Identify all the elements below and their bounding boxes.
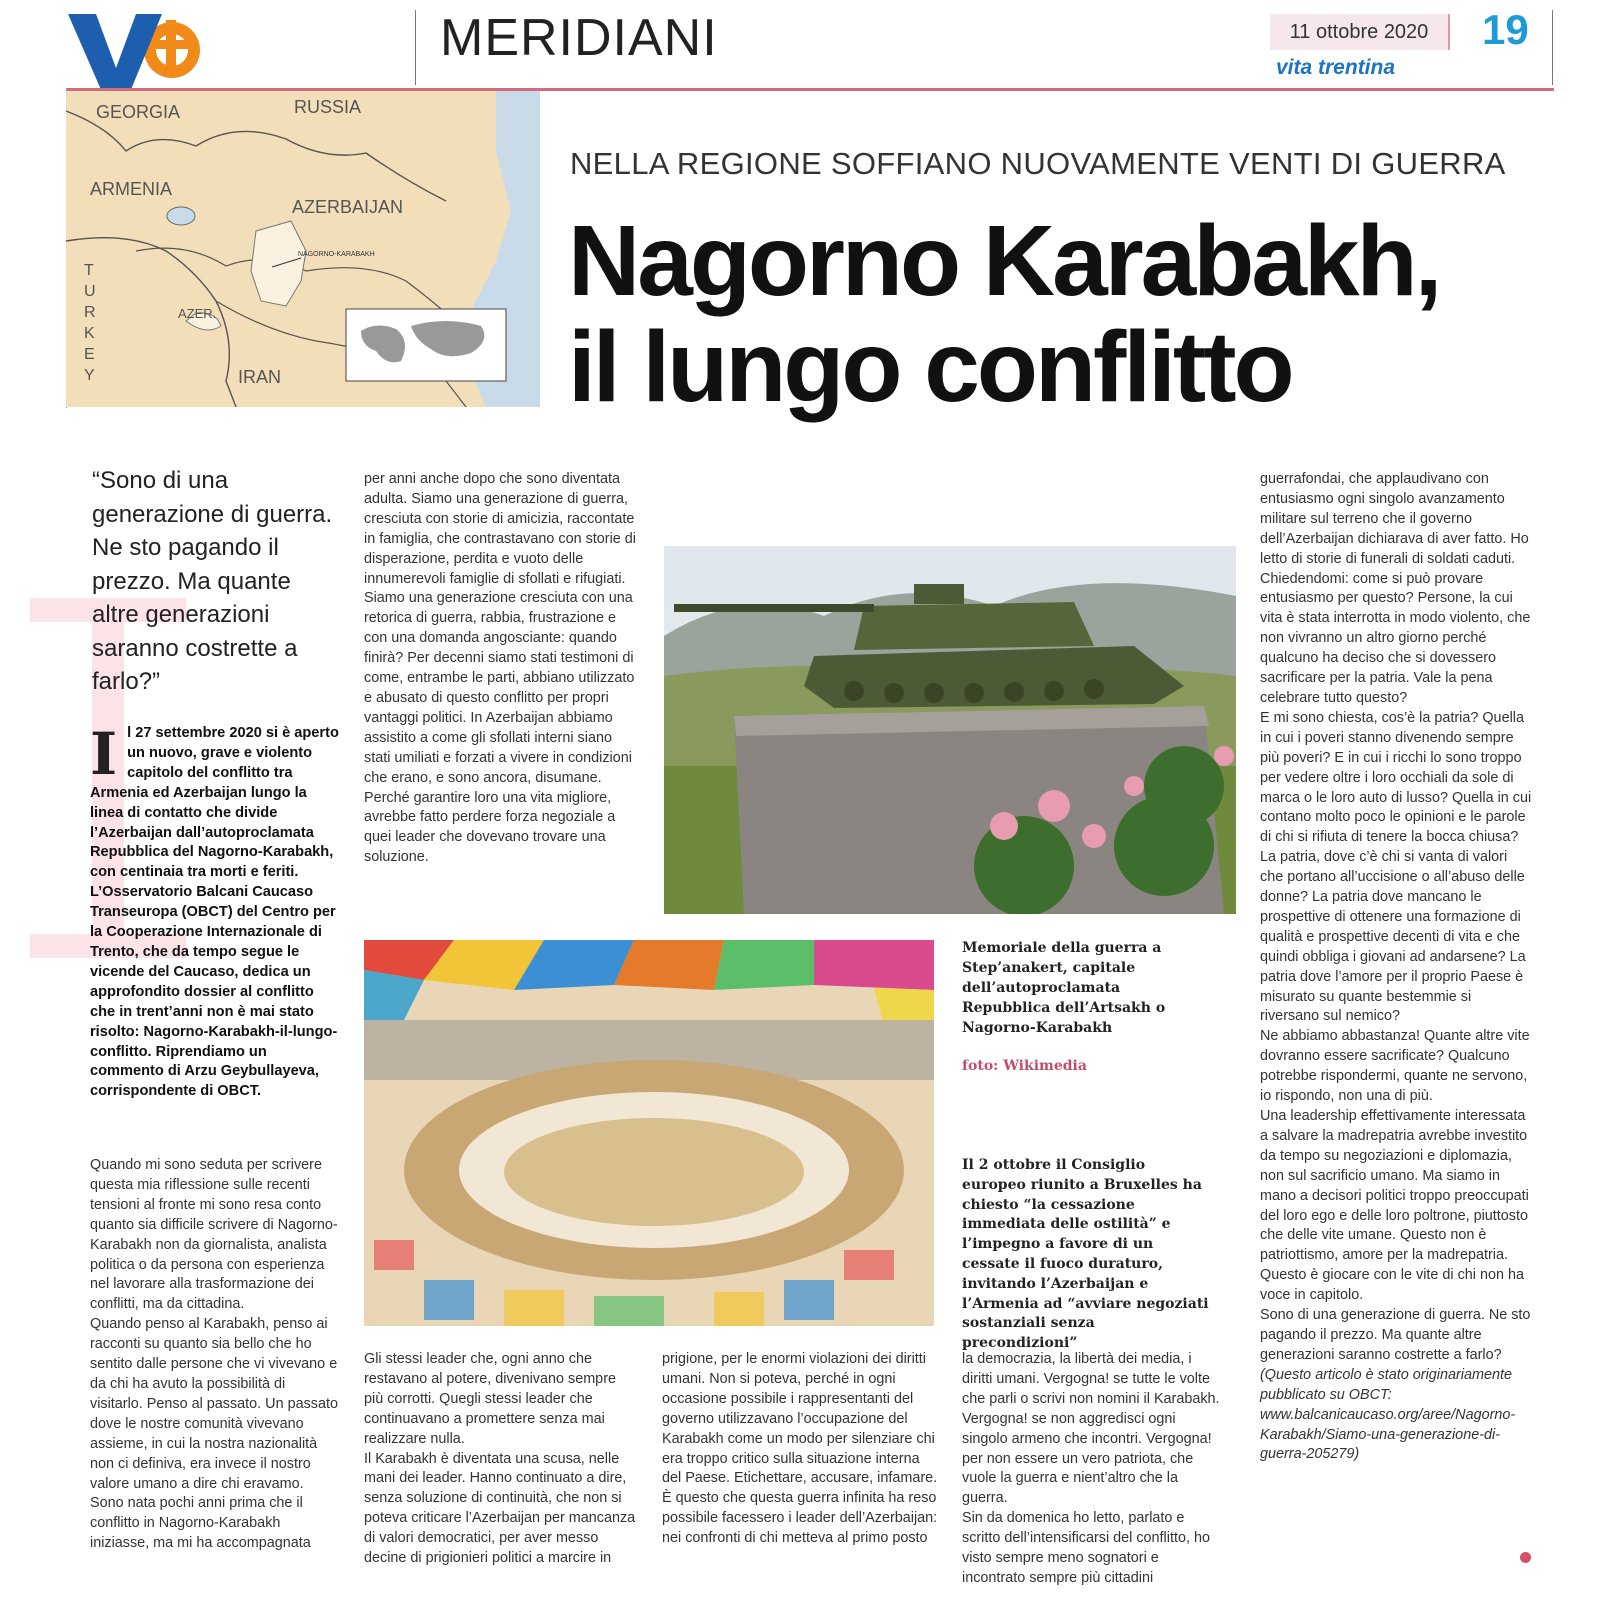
- vt-logo: [66, 6, 206, 96]
- logo-text: Vt: [66, 6, 68, 7]
- article-lead: [90, 720, 340, 1102]
- map-label-turkey-r: R: [84, 304, 96, 321]
- source-note: (Questo articolo è stato originariamente pubblicato su OBCT: www.balcanicaucaso.org/aree/Nagorno-Karabakh/Siamo-una-generazione-di-guerra-205279): [1260, 1366, 1516, 1463]
- map-label-iran: IRAN: [238, 367, 282, 387]
- column-4-bottom: [962, 1350, 1224, 1589]
- col3-paragraph: prigione, per le enormi violazioni dei diritti umani. Non si poteva, perché in ogni occasione possibile i rappresentanti del governo utilizzavano l’occupazione del Karabakh come un modo per silenziare chi era troppo critico sulla situazione interna del Paese. Etichettare, accusare, infamare. È questo che questa guerra infinita ha reso possibile facessero i leader dell’Azerbaijan: nei confronti di chi metteva al primo posto: [662, 1351, 938, 1547]
- title-line-1: Nagorno Karabakh,: [568, 205, 1440, 317]
- masthead: vita trentina: [1276, 56, 1396, 79]
- map-label-georgia: GEORGIA: [96, 102, 181, 122]
- photo-credit: foto: Wikimedia: [962, 1058, 1087, 1074]
- map-label-turkey-u: U: [84, 283, 96, 300]
- page-divider: [1552, 10, 1553, 85]
- col5-paragraph: Una leadership effettivamente interessata a salvare la madrepatria avrebbe investito da tempo su negoziazioni e diplomazia, non sul sacrificio umano. Ma siamo in mano a decisori politici troppo preoccupati del loro ego e delle loro poltrone, piuttosto che delle vite umane. Questo non è patriottismo, amore per la madrepatria. Questo è giocare con le vite di chi non ha voce in capitolo.: [1260, 1108, 1529, 1304]
- col5-paragraph: E mi sono chiesta, cos’è la patria? Quella in cui i poveri stanno divenendo sempre più poveri? E in cui i ricchi lo sono troppo per vedere oltre i loro occhiali da sole di marca o le loro auto di lusso? Quella in cui contano molto poco le opinioni e le parole di chi si rifiuta di tenere la bocca chiusa? La patria, dove c’è chi si vanta di valori che portano all’uccisione o all’abuso delle donne? La patria dove mancano le prospettive di ottenere una formazione di qualità e prospettive decenti di vita e che quindi obbliga i giovani ad andarsene? La patria dove l’amore per il proprio Paese è misurato su quante bestemmie si riversano sul nemico?: [1260, 709, 1532, 1025]
- caucasus-map: [66, 91, 540, 407]
- tank-memorial-photo: [664, 546, 1236, 914]
- col2-paragraph: Siamo una generazione cresciuta con una retorica di guerra, rabbia, frustrazione e con una domanda angosciante: quando finirà? Per decenni siamo stati testimoni di come, entrambe le parti, abbiano utilizzato e abusato di questo conflitto per propri vantaggi politici. In Azerbaijan abbiamo assistito a come gli sfollati interni siano stati umiliati e forzati a vivere in condizioni che erano, e sono ancora, disumane. Perché garantire loro una vita migliore, avrebbe fatto perdere forza negoziale a quei leader che dovevano trovare una soluzione.: [364, 590, 635, 866]
- column-1: [90, 1156, 340, 1554]
- col1-paragraph: Quando mi sono seduta per scrivere questa mia riflessione sulle recenti tensioni al fronte mi sono resa conto quanto sia difficile scrivere di Nagorno-Karabakh non da giornalista, analista politica o da persona con esperienza nel lavorare alla trasformazione dei conflitti, ma da cittadina.: [90, 1157, 338, 1313]
- column-2-bottom: [364, 1350, 636, 1569]
- column-3-bottom: [662, 1350, 938, 1549]
- map-label-azerbaijan: AZERBAIJAN: [292, 197, 404, 217]
- european-council-photo: [364, 940, 934, 1326]
- col4-paragraph: la democrazia, la libertà dei media, i diritti umani. Vergogna! se tutte le volte che parli o scrivi non nomini il Karabakh. Vergogna! se non aggredisci ogni singolo armeno che incontri. Vergogna! per non essere un vero patriota, che vuole la guerra e nient’altro che la guerra.: [962, 1351, 1220, 1507]
- section-name: MERIDIANI: [440, 9, 718, 67]
- end-mark: [1520, 1552, 1531, 1563]
- map-label-armenia: ARMENIA: [90, 179, 173, 199]
- photo-caption-tank: Memoriale della guerra a Step’anakert, capitale dell’autoproclamata Repubblica dell’Artsakh o Nagorno-Karabakh: [962, 940, 1166, 1036]
- col1-paragraph: Sono nata pochi anni prima che il conflitto in Nagorno-Karabakh iniziasse, ma mi ha accompagnata: [90, 1495, 311, 1552]
- map-label-turkey-y: Y: [84, 367, 95, 384]
- drop-cap: I: [90, 720, 118, 788]
- map-label-turkey-e: E: [84, 346, 95, 363]
- column-5: [1260, 470, 1534, 1465]
- col4-paragraph: Sin da domenica ho letto, parlato e scritto dell’intensificarsi del conflitto, ho visto sempre meno sognatori e incontrato sempre più cittadini: [962, 1510, 1210, 1586]
- map-label-russia: RUSSIA: [294, 97, 362, 117]
- col2b-paragraph: Il Karabakh è diventata una scusa, nelle mani dei leader. Hanno continuato a dire, senza soluzione di continuità, che non si poteva criticare l’Azerbaijan per mancanza di valori democratici, per aver messo decine di prigionieri politici a marcire in: [364, 1450, 636, 1567]
- lead-text: l 27 settembre 2020 si è aperto un nuovo, grave e violento capitolo del conflitto tra Armenia ed Azerbaijan lungo la linea di contatto che divide l’Azerbaijan dall’autoproclamata Repubblica del Nagorno-Karabakh, con centinaia tra morti e feriti. L’Osservatorio Balcani Caucaso Transeuropa (OBCT) del Centro per la Cooperazione Internazionale di Trento, che da tempo segue le vicende del Caucaso, dedica un approfondito dossier al conflitto che in trent’anni non è mai stato risolto: Nagorno-Karabakh-il-lungo-conflitto. Riprendiamo un commento di Arzu Geybullayeva, corrispondente di OBCT.: [90, 725, 339, 1100]
- map-label-azer: AZER.: [178, 306, 217, 321]
- header-divider: [415, 10, 416, 85]
- map-label-nagorno: NAGORNO-KARABAKH: [298, 251, 375, 258]
- col5-paragraph: guerrafondai, che applaudivano con entusiasmo ogni singolo avanzamento militare sul terreno che il governo dell’Azerbaijan dichiarava di aver fatto. Ho letto di storie di funerali di soldati caduti. Chiedendomi: come si può provare entusiasmo per questo? Persone, la cui vita è stata interrotta in modo violento, che non vivranno un altro giorno perché qualcuno ha deciso che si dovessero sacrificare per la patria. Vale la pena celebrare tutto questo?: [1260, 471, 1531, 706]
- title-line-2: il lungo conflitto: [568, 311, 1292, 423]
- article-kicker: NELLA REGIONE SOFFIANO NUOVAMENTE VENTI DI GUERRA: [570, 146, 1506, 181]
- col1-paragraph: Quando penso al Karabakh, penso ai racconti su quanto sia bello che ho sentito dalle persone che vi vivevano e da chi ha avuto la possibilità di visitarlo. Penso al passato. Un passato dove le nostre comunità vivevano assieme, in cui la nostra nazionalità non ci definiva, era invece il nostro valore umano a dire chi eravamo.: [90, 1316, 338, 1492]
- issue-date: 11 ottobre 2020: [1270, 14, 1450, 50]
- col2-paragraph: per anni anche dopo che sono diventata adulta. Siamo una generazione di guerra, cresciuta con storie di amicizia, raccontate in famiglia, che contrastavano con storie di disperazione, perdita e vuoto delle innumerevoli famiglie di sfollati e rifugiati.: [364, 471, 636, 587]
- pull-quote: “Sono di una generazione di guerra. Ne sto pagando il prezzo. Ma quante altre generazioni saranno costrette a farlo?”: [92, 467, 333, 695]
- col2b-paragraph: Gli stessi leader che, ogni anno che restavano al potere, divenivano sempre più corrotti. Quegli stessi leader che continuavano a promettere senza mai realizzare nulla.: [364, 1351, 616, 1447]
- photo-caption-council: Il 2 ottobre il Consiglio europeo riunito a Bruxelles ha chiesto “la cessazione immediata delle ostilità” e l’impegno a favore di un cessate il fuoco duraturo, invitando l’Azerbaijan e l’Armenia ad “avviare negoziati sostanziali senza precondizioni”: [962, 1157, 1209, 1352]
- map-label-turkey-t: T: [84, 262, 94, 279]
- col5-paragraph: Sono di una generazione di guerra. Ne sto pagando il prezzo. Ma quante altre generazioni saranno costrette a farlo?: [1260, 1307, 1531, 1363]
- map-label-turkey-k: K: [84, 325, 95, 342]
- col5-paragraph: Ne abbiamo abbastanza! Quante altre vite dovranno essere sacrificate? Qualcuno potrebbe rispondermi, quante ne servono, io rispondo, non una di più.: [1260, 1028, 1530, 1105]
- column-2-top: [364, 470, 636, 868]
- article-title: [568, 205, 1440, 423]
- page-number: 19: [1482, 6, 1529, 53]
